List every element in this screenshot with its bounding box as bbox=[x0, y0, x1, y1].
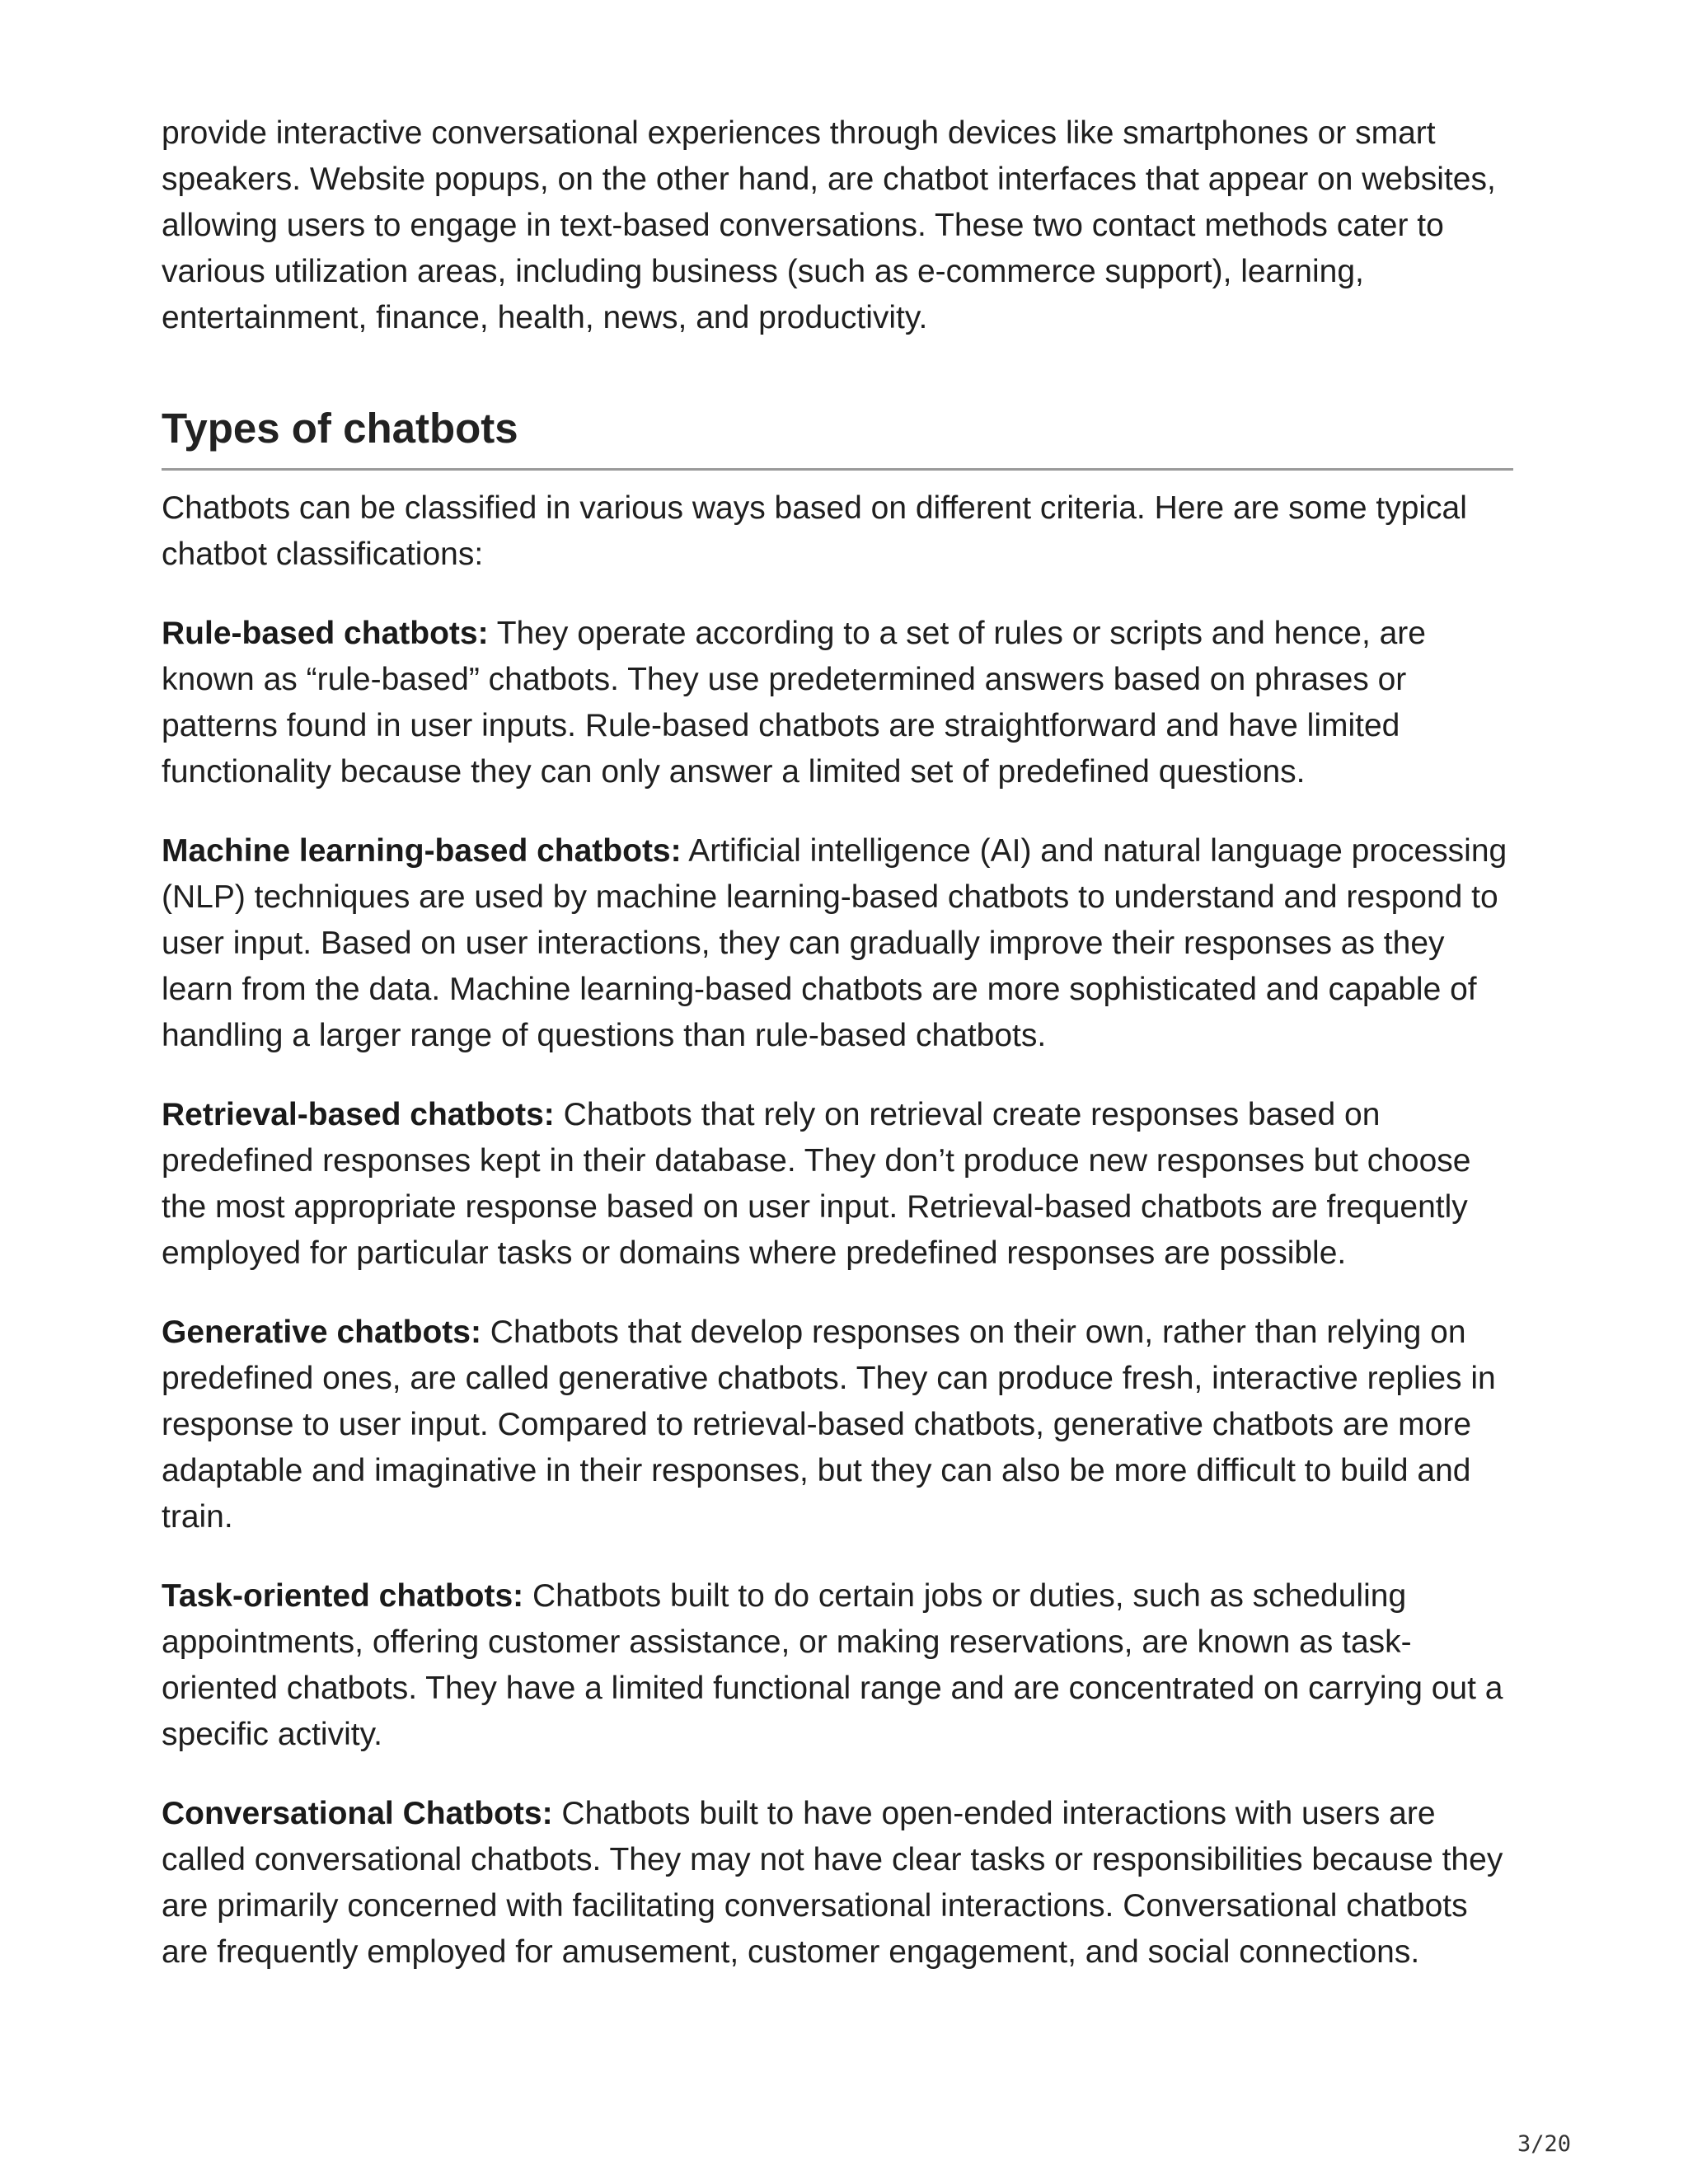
type-description: They operate according to a set of rules or scripts and hence, are known as “rule-based” chatbots. They use predetermined answers based on phrases or patterns found in user inputs. Rule-based chatbots are straightforward and have limited functionality because they can only answer a limited set of predefined questions. bbox=[162, 616, 1426, 790]
type-description: Chatbots that develop responses on their own, rather than relying on predefined ones, are called generative chatbots. They can produce fresh, interactive replies in response to user input. Compared to retrieval-based chatbots, generative chatbots are more adaptable and imaginative in their responses, but they can also be more difficult to build and train. bbox=[162, 1315, 1496, 1535]
type-term: Rule-based chatbots: bbox=[162, 616, 489, 651]
type-generative bbox=[162, 1310, 1513, 1540]
type-description: Chatbots built to do certain jobs or duties, such as scheduling appointments, offering customer assistance, or making reservations, are known as task-oriented chatbots. They have a limited functional range and are concentrated on carrying out a specific activity. bbox=[162, 1578, 1503, 1752]
type-rule-based bbox=[162, 611, 1513, 795]
type-retrieval-based bbox=[162, 1092, 1513, 1277]
page-number: 3/20 bbox=[1517, 2131, 1571, 2157]
type-term: Task-oriented chatbots: bbox=[162, 1578, 524, 1614]
type-description: Artificial intelligence (AI) and natural language processing (NLP) techniques are used by machine learning-based chatbots to understand and respond to user input. Based on user interactions, they can gradually improve their responses as they learn from the data. Machine learning-based chatbots are more sophisticated and capable of handling a larger range of questions than rule-based chatbots. bbox=[162, 833, 1507, 1053]
type-description: Chatbots built to have open-ended interactions with users are called conversational chatbots. They may not have clear tasks or responsibilities because they are primarily concerned with facilitating conversational interactions. Conversational chatbots are frequently employed for amusement, customer engagement, and social connections. bbox=[162, 1796, 1503, 1970]
section-lead-paragraph: Chatbots can be classified in various ways based on different criteria. Here are some typical chatbot classifications: bbox=[162, 490, 1467, 572]
intro-paragraph: provide interactive conversational experiences through devices like smartphones or smart speakers. Website popups, on the other hand, are chatbot interfaces that appear on websites, allowing users to engage in text-based conversations. These two contact methods cater to various utilization areas, including business (such as e-commerce support), learning, entertainment, finance, health, news, and productivity. bbox=[162, 115, 1496, 335]
section-heading: Types of chatbots bbox=[162, 402, 1513, 471]
type-description: Chatbots that rely on retrieval create responses based on predefined responses kept in their database. They don’t produce new responses but choose the most appropriate response based on user input. Retrieval-based chatbots are frequently employed for particular tasks or domains where predefined responses are possible. bbox=[162, 1097, 1471, 1271]
type-term: Conversational Chatbots: bbox=[162, 1796, 553, 1831]
type-term: Retrieval-based chatbots: bbox=[162, 1097, 555, 1132]
type-term: Generative chatbots: bbox=[162, 1315, 481, 1350]
type-term: Machine learning-based chatbots: bbox=[162, 833, 682, 869]
type-task-oriented bbox=[162, 1573, 1513, 1758]
type-machine-learning bbox=[162, 828, 1513, 1059]
document-page bbox=[162, 110, 1513, 2008]
type-conversational bbox=[162, 1791, 1513, 1975]
